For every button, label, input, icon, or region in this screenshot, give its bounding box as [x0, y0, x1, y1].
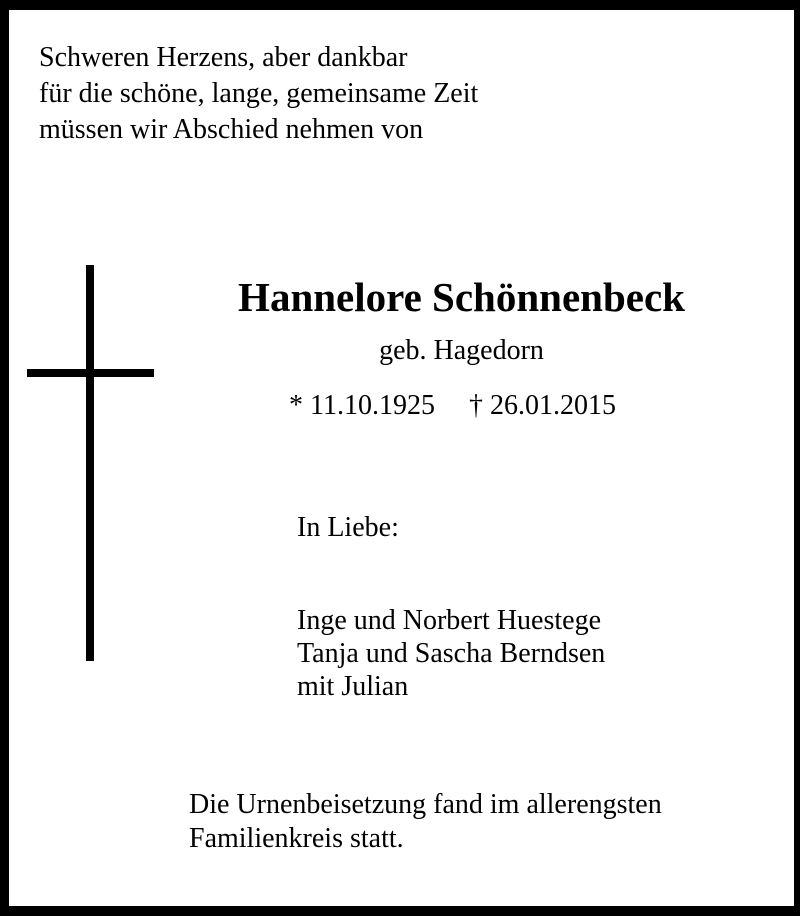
- life-dates: [289, 388, 616, 424]
- mourner-line: mit Julian: [297, 671, 409, 702]
- death-date: † 26.01.2015: [468, 390, 616, 421]
- mourners-heading: In Liebe:: [297, 512, 399, 543]
- intro-line: für die schöne, lange, gemeinsame Zeit: [39, 78, 479, 109]
- intro-line: Schweren Herzens, aber dankbar: [39, 42, 408, 73]
- birth-name: geb. Hagedorn: [379, 335, 544, 366]
- deceased-name: Hannelore Schönnenbeck: [238, 274, 685, 320]
- cross-vertical-bar: [86, 265, 94, 661]
- mourner-line: Tanja und Sascha Berndsen: [297, 638, 606, 669]
- note-line: Familienkreis statt.: [189, 823, 404, 854]
- burial-note: [189, 788, 662, 856]
- mourner-line: Inge und Norbert Huestege: [297, 605, 602, 636]
- mourners-list: [297, 604, 605, 703]
- cross-horizontal-bar: [27, 369, 154, 377]
- note-line: Die Urnenbeisetzung fand im allerengsten: [189, 789, 662, 820]
- intro-text: [39, 40, 478, 148]
- obituary-card: [9, 10, 794, 906]
- birth-date: * 11.10.1925: [289, 390, 435, 421]
- intro-line: müssen wir Abschied nehmen von: [39, 114, 424, 145]
